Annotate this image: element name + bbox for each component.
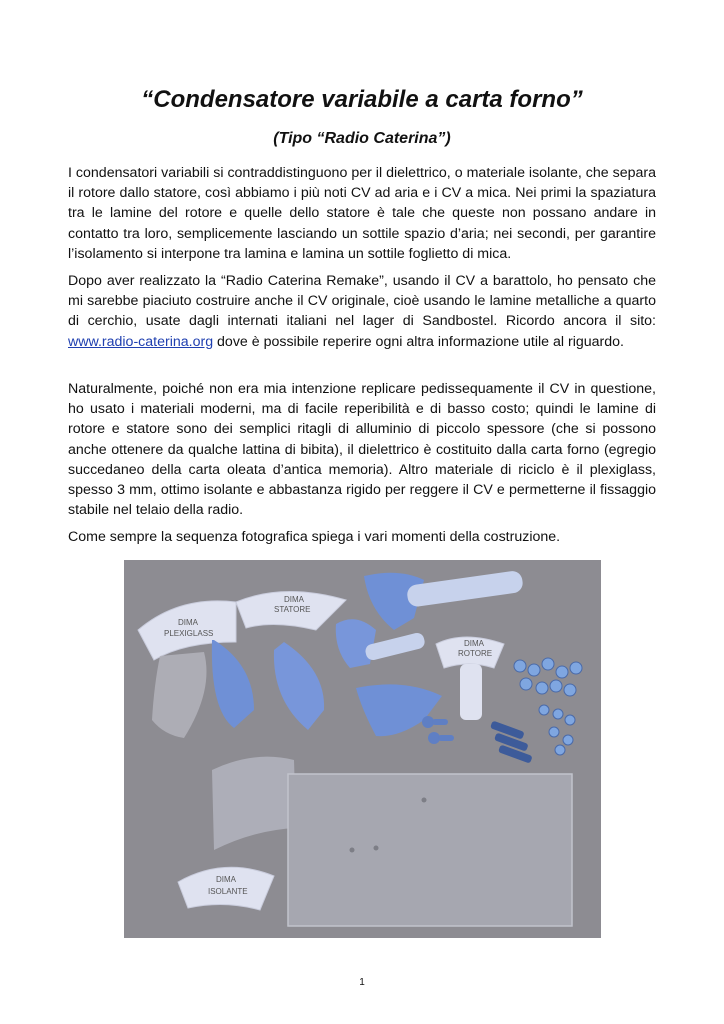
paragraph-1: I condensatori variabili si contraddistinguono per il dielettrico, o materiale isolante, che separa il rotore dallo statore, così abbiamo i più noti CV ad aria e i CV a mica. Nei primi la spaziatura tra le lamine del rotore e quelle dello statore è tale che queste non possano andare in contatto tra loro, semplicemente lasciando un sottile spazio d’aria; nei secondi, per garantire l’isolamento si interpone tra lamina e lamina un sottile foglietto di mica. [68,165,656,262]
construction-parts-photo [124,560,601,938]
document-subtitle: (Tipo “Radio Caterina”) [273,130,451,147]
dima-isolante-label-1: DIMA [216,875,236,884]
paragraph-2-text-end: dove è possibile reperire ogni altra informazione utile al riguardo. [213,333,624,350]
dima-rotore-label-2: ROTORE [458,649,493,658]
dima-isolante-label-2: ISOLANTE [208,887,248,896]
dima-rotore-label-1: DIMA [464,639,484,648]
paragraph-2 [68,271,656,352]
plexiglass-panel [288,774,572,926]
page-number: 1 [359,977,365,988]
document-title: “Condensatore variabile a carta forno” [141,86,583,113]
dima-plexiglass-label-2: PLEXIGLASS [164,629,214,638]
paragraph-3: Naturalmente, poiché non era mia intenzione replicare pedissequamente il CV in questione, ho usato i materiali moderni, ma di facile reperibilità e di basso costo; quindi le lamine di rotore e statore sono dei semplici ritagli di alluminio di piccolo spessore (che si possono anche ottenere da qualche lattina di bibita), il dielettrico è costituito dalla carta forno (egregio succedaneo della carta oleata d’antica memoria). Altro materiale di riciclo è il plexiglass, spesso 3 mm, ottimo isolante e abbastanza rigido per reggere il CV e permetterne il fissaggio stabile nel telaio della radio. [68,381,656,519]
dima-statore-label-2: STATORE [274,605,311,614]
paragraph-4: Come sempre la sequenza fotografica spiega i vari momenti della costruzione. [68,529,561,545]
paragraph-2-text-start: Dopo aver realizzato la “Radio Caterina Remake”, usando il CV a barattolo, ho pensato che mi sarebbe piaciuto costruire anche il CV originale, cioè usando le lamine metalliche a quarto di cerchio, usate dagli internati italiani nel lager di Sandbostel. Ricordo ancora il sito: [68,273,656,330]
dima-plexiglass-label-1: DIMA [178,618,198,627]
radio-caterina-link[interactable]: www.radio-caterina.org [68,333,214,350]
photo-illustration [124,560,601,938]
dima-statore-label-1: DIMA [284,595,304,604]
